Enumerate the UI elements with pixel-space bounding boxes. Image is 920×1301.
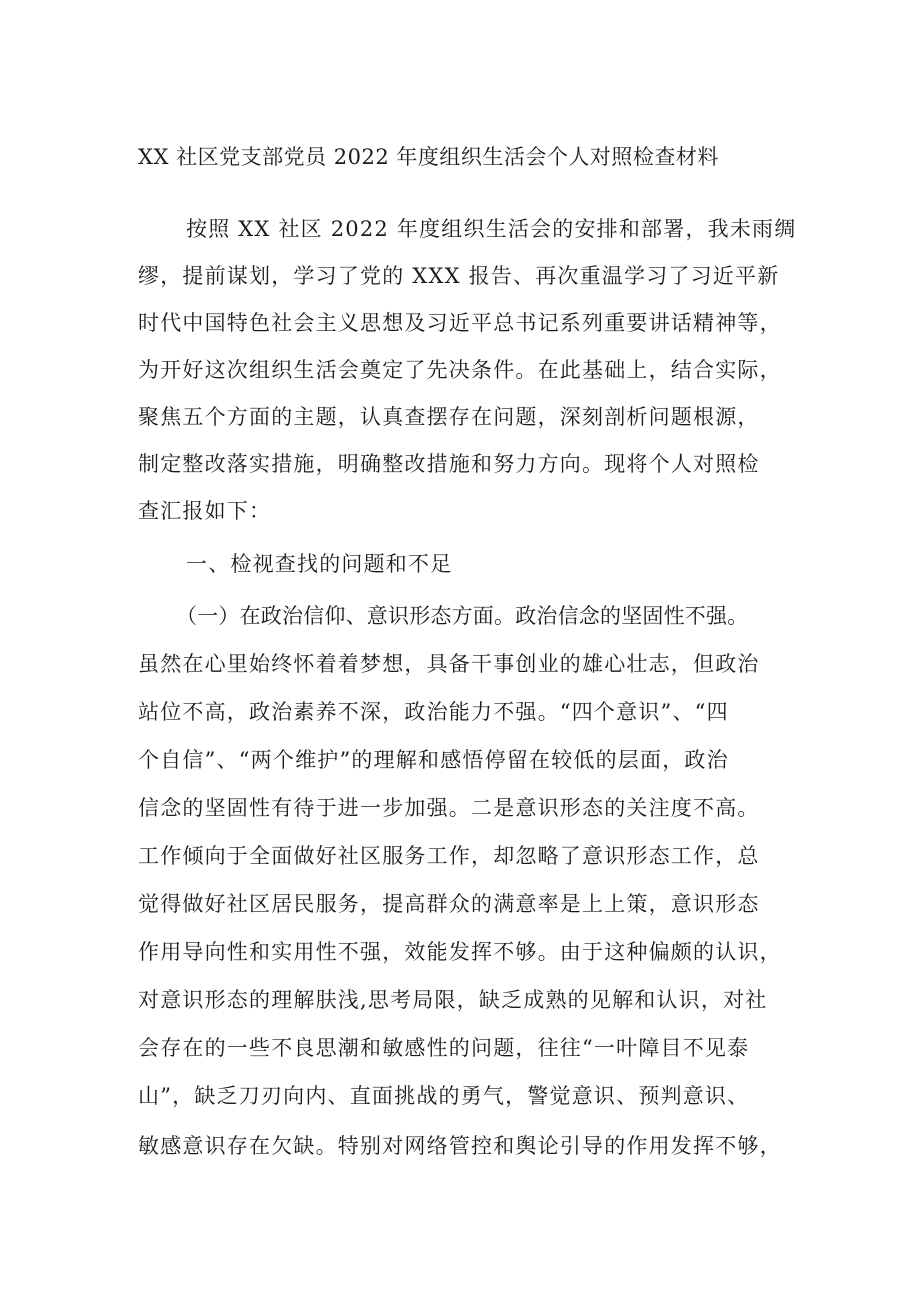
body-line: 作用导向性和实用性不强，效能发挥不够。由于这种偏颇的认识，: [138, 940, 782, 964]
body-line: 工作倾向于全面做好社区服务工作，却忽略了意识形态工作，总: [138, 844, 760, 868]
body-line: 觉得做好社区居民服务，提高群众的满意率是上上策，意识形态: [138, 892, 760, 916]
body-line: 信念的坚固性有待于进一步加强。二是意识形态的关注度不高。: [138, 796, 760, 820]
body-line: 对意识形态的理解肤浅,思考局限，缺乏成熟的见解和认识，对社: [138, 988, 768, 1012]
body-line: 缪，提前谋划，学习了党的 XXX 报告、再次重温学习了习近平新: [138, 264, 780, 288]
section-heading: 一、检视查找的问题和不足: [186, 552, 453, 576]
body-line: 山”，缺乏刀刃向内、直面挑战的勇气，警觉意识、预判意识、: [138, 1084, 750, 1108]
body-line: 为开好这次组织生活会奠定了先决条件。在此基础上，结合实际，: [138, 358, 782, 382]
body-line: 时代中国特色社会主义思想及习近平总书记系列重要讲话精神等，: [138, 311, 782, 335]
subsection-heading: （一）在政治信仰、意识形态方面。政治信念的坚固性不强。: [176, 604, 749, 628]
body-line: 会存在的一些不良思潮和敏感性的问题，往往“一叶障目不见泰: [138, 1036, 750, 1060]
body-line: 个自信”、“两个维护”的理解和感悟停留在较低的层面，政治: [138, 748, 729, 772]
body-line: 聚焦五个方面的主题，认真查摆存在问题，深刻剖析问题根源，: [138, 405, 760, 429]
body-line: 敏感意识存在欠缺。特别对网络管控和舆论引导的作用发挥不够，: [138, 1134, 782, 1158]
body-line: 站位不高，政治素养不深，政治能力不强。“四个意识”、“四: [138, 700, 729, 724]
body-line: 制定整改落实措施，明确整改措施和努力方向。现将个人对照检: [138, 452, 760, 476]
document-title: XX 社区党支部党员 2022 年度组织生活会个人对照检查材料: [138, 145, 719, 169]
body-line: 按照 XX 社区 2022 年度组织生活会的安排和部署，我未雨绸: [186, 217, 797, 241]
body-line: 查汇报如下：: [138, 499, 272, 523]
body-line: 虽然在心里始终怀着着梦想，具备干事创业的雄心壮志，但政治: [138, 652, 760, 676]
